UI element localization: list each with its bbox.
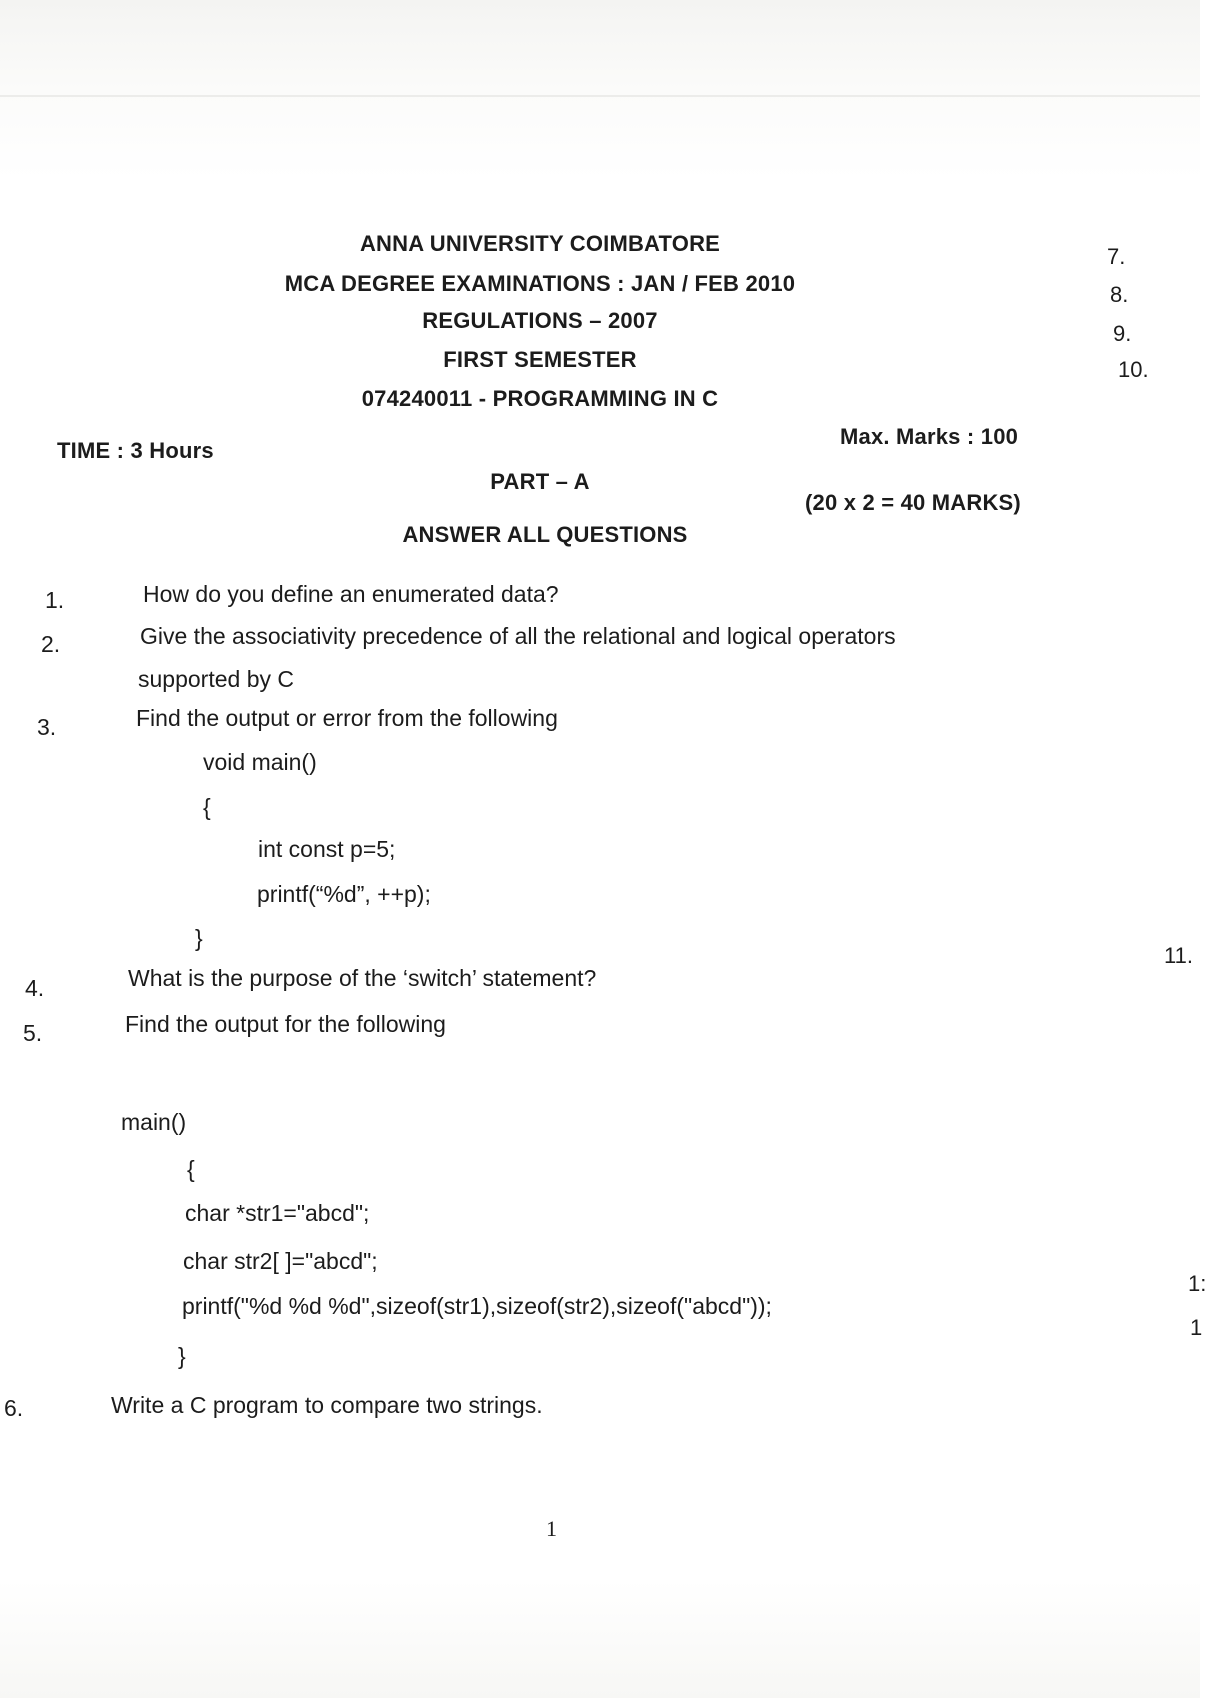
code-line: main() xyxy=(121,1109,187,1135)
course-title: 074240011 - PROGRAMMING IN C xyxy=(361,386,719,411)
question-text: Find the output for the following xyxy=(125,1011,446,1037)
question-number: 4. xyxy=(25,975,45,1001)
scan-edge xyxy=(0,95,1200,97)
time-label: TIME : 3 Hours xyxy=(57,438,214,463)
code-line: printf("%d %d %d",sizeof(str1),sizeof(str2),sizeof("abcd")); xyxy=(182,1293,772,1319)
code-line: char str2[ ]="abcd"; xyxy=(183,1248,378,1274)
margin-number: 8. xyxy=(1110,282,1129,307)
semester: FIRST SEMESTER xyxy=(443,347,637,372)
instruction: ANSWER ALL QUESTIONS xyxy=(402,522,688,547)
part-title: PART – A xyxy=(490,469,590,494)
max-marks: Max. Marks : 100 xyxy=(840,424,1019,449)
code-line: { xyxy=(187,1156,195,1182)
page-number: 1 xyxy=(546,1516,557,1541)
regulations: REGULATIONS – 2007 xyxy=(422,308,658,333)
code-line: { xyxy=(203,794,211,820)
code-line: printf(“%d”, ++p); xyxy=(257,881,431,907)
question-number: 5. xyxy=(23,1020,43,1046)
code-line: int const p=5; xyxy=(258,836,396,862)
question-number: 6. xyxy=(4,1395,24,1421)
code-line: void main() xyxy=(203,749,317,775)
margin-number: 7. xyxy=(1107,244,1126,269)
code-line: } xyxy=(195,925,203,951)
question-text: supported by C xyxy=(138,666,294,692)
code-line: } xyxy=(178,1343,186,1369)
question-number: 2. xyxy=(41,631,61,657)
university-title: ANNA UNIVERSITY COIMBATORE xyxy=(359,231,721,256)
question-number: 3. xyxy=(37,714,57,740)
question-text: Give the associativity precedence of all the relational and logical operators xyxy=(140,623,896,649)
question-number: 1. xyxy=(45,587,65,613)
margin-number: 1 xyxy=(1190,1315,1203,1340)
question-text: Write a C program to compare two strings. xyxy=(111,1392,543,1418)
question-text: Find the output or error from the following xyxy=(136,705,558,731)
margin-number: 1: xyxy=(1188,1271,1206,1296)
question-text: How do you define an enumerated data? xyxy=(143,581,559,607)
margin-number: 11. xyxy=(1164,943,1193,968)
code-line: char *str1="abcd"; xyxy=(185,1200,370,1226)
exam-title: MCA DEGREE EXAMINATIONS : JAN / FEB 2010 xyxy=(284,271,796,296)
question-text: What is the purpose of the ‘switch’ statement? xyxy=(128,965,597,991)
margin-number: 10. xyxy=(1118,357,1149,382)
part-marks: (20 x 2 = 40 MARKS) xyxy=(805,490,1021,515)
margin-number: 9. xyxy=(1113,321,1132,346)
